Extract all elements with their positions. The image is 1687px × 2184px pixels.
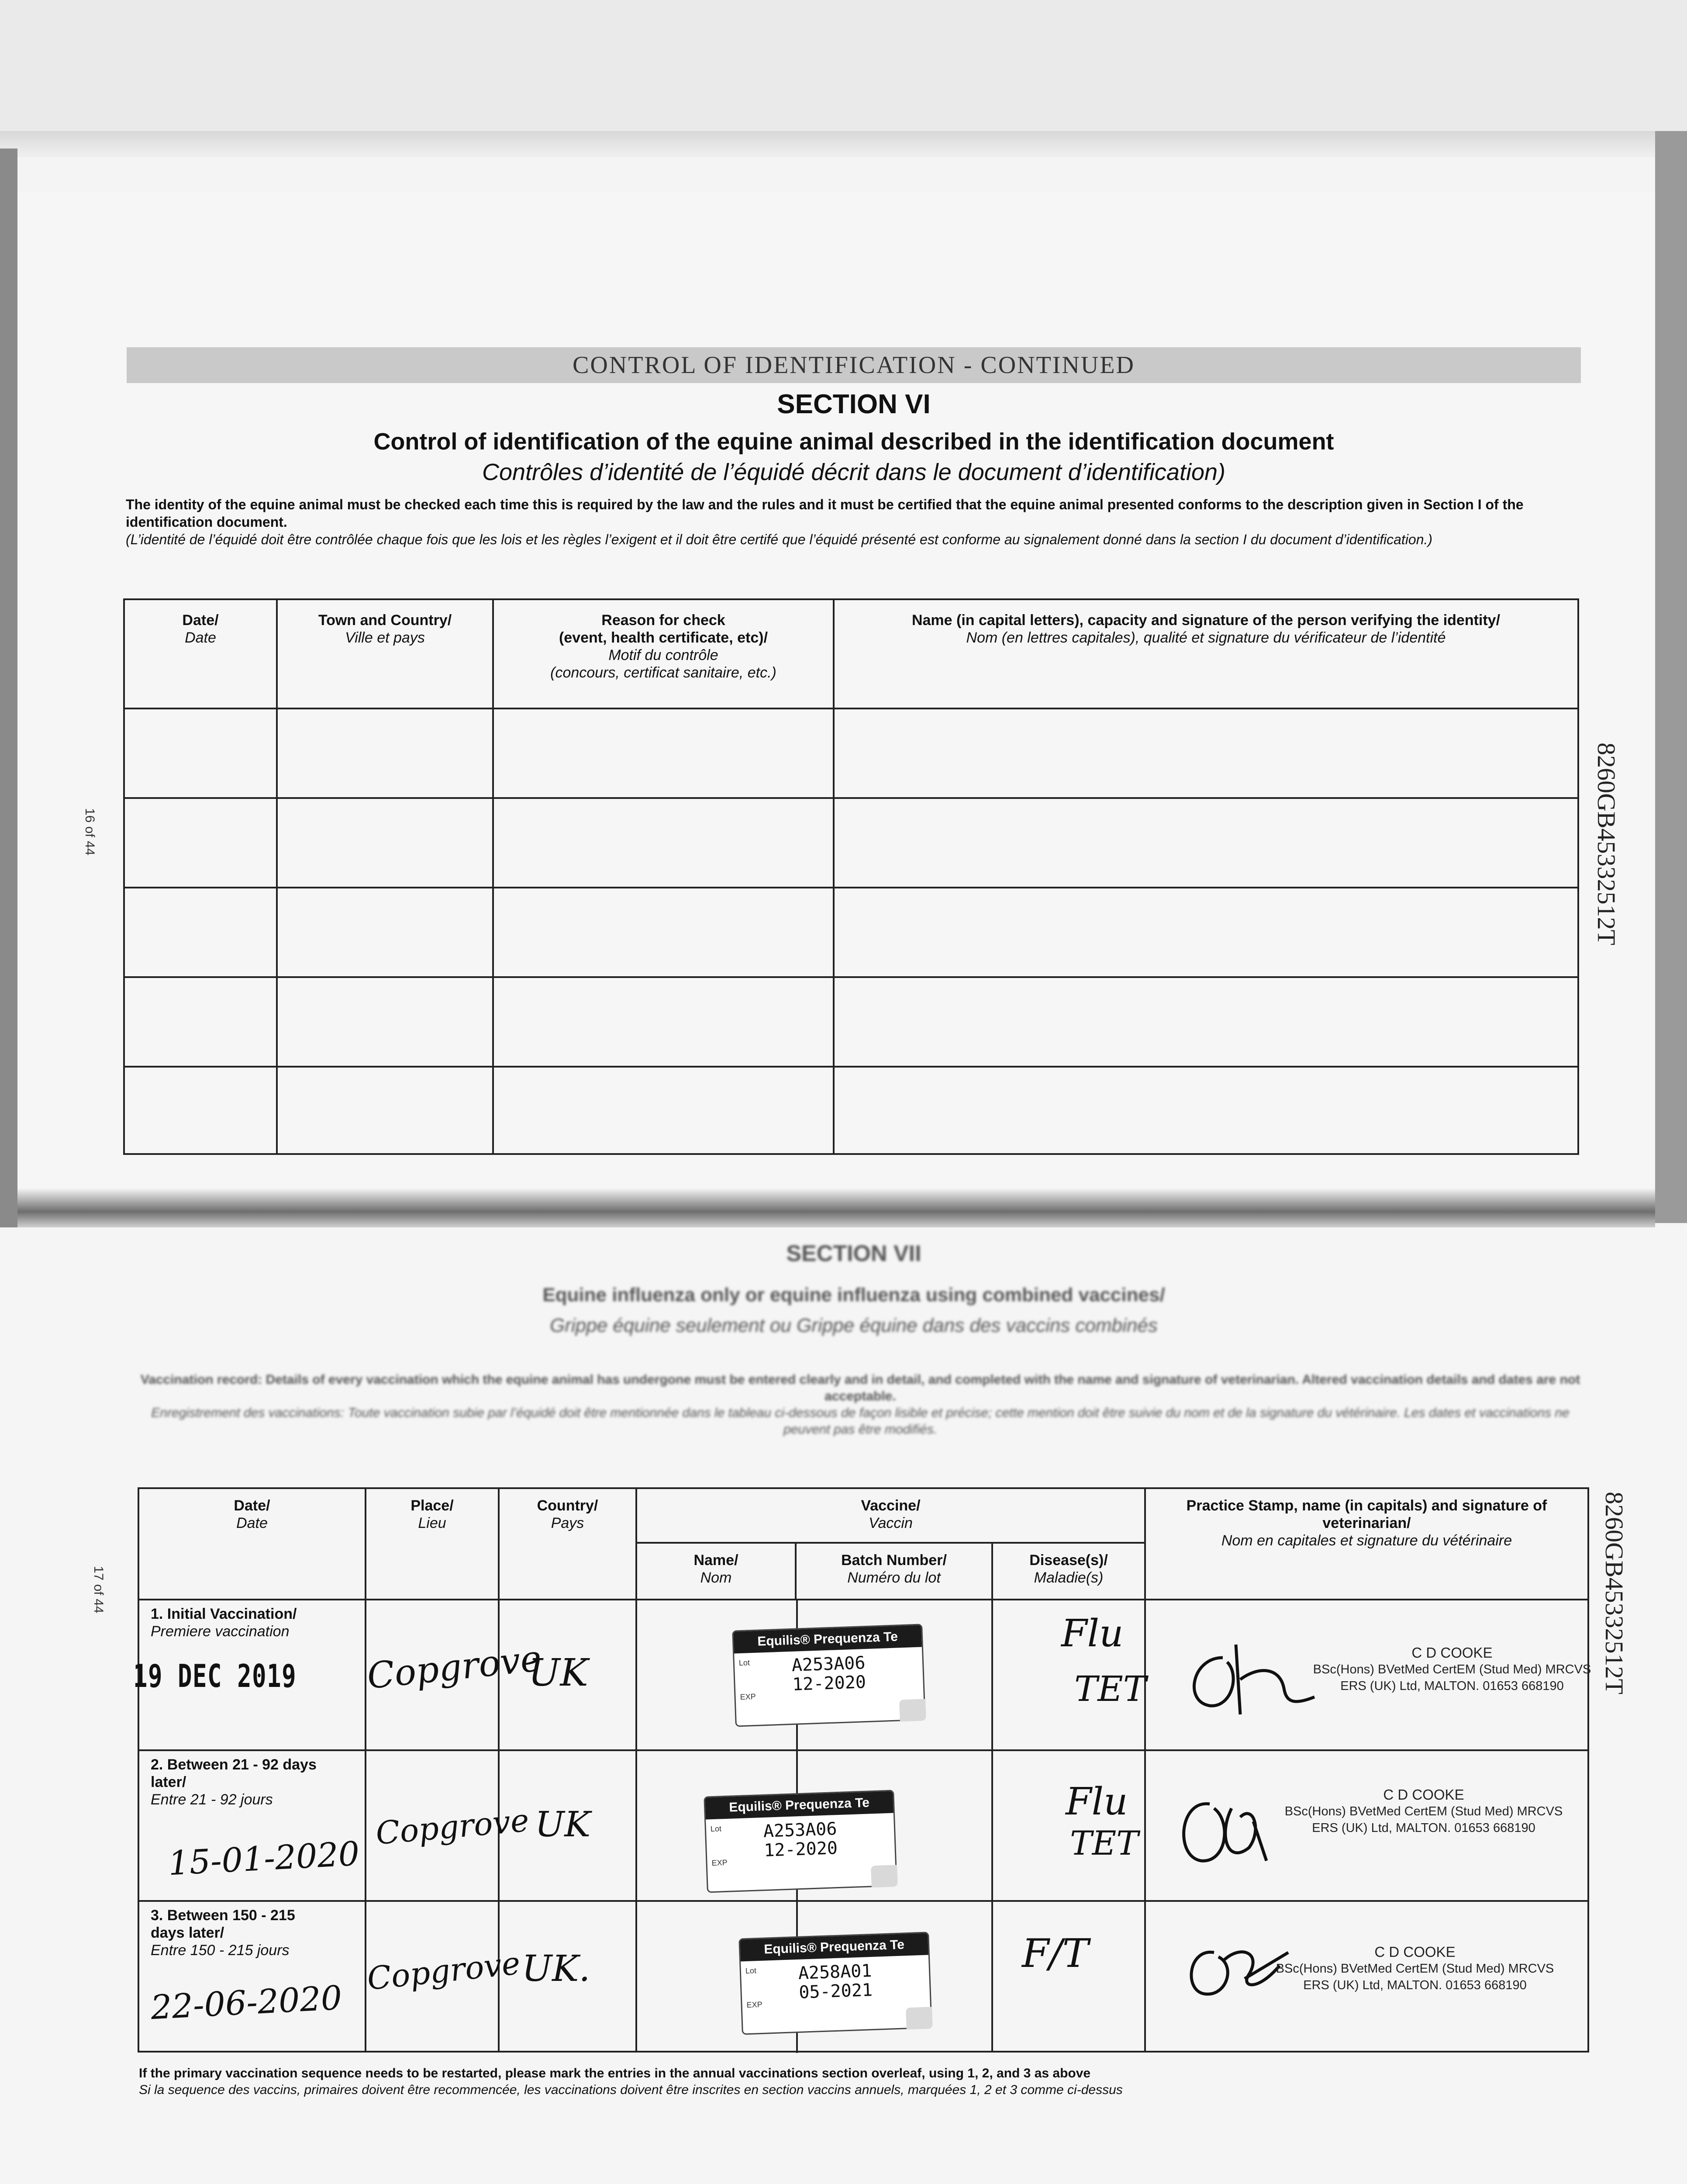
expiry-date: 12-2020 bbox=[792, 1672, 866, 1695]
instruction-en: The identity of the equine animal must be checked each time this is required by the law and the rules and it must be certified that the equine animal presented conforms to the description given in Section I of the identification document. bbox=[126, 497, 1524, 530]
facing-page-edge bbox=[0, 0, 1687, 144]
row-2-disease-2: TET bbox=[1070, 1824, 1138, 1863]
cell-reason[interactable] bbox=[493, 977, 834, 1067]
cell-date[interactable] bbox=[124, 798, 277, 888]
footnote-fr: Si la sequence des vaccins, primaires doivent être recommencée, les vaccinations doivent être inscrites en section vaccins annuels, marquées 1, 2 et 3 comme ci-dessus bbox=[139, 2083, 1123, 2097]
expiry-date: 05-2021 bbox=[798, 1980, 873, 2003]
row-3-disease: F/T bbox=[1022, 1931, 1089, 1977]
col-vaccine: Vaccine/ Vaccin bbox=[636, 1488, 1145, 1543]
cell-town[interactable] bbox=[277, 1067, 493, 1154]
row-3-place: Copgrove bbox=[365, 1944, 522, 1997]
row-3-vet-stamp: C D COOKE BSc(Hons) BVetMed CertEM (Stud Med) MRCVS ERS (UK) Ltd, MALTON. 01653 668190 bbox=[1276, 1944, 1554, 1992]
row-2-vaccine-label: Equilis® Prequenza Te Lot EXP A253A06 12-2020 bbox=[704, 1790, 897, 1893]
row-1-place: Copgrove bbox=[365, 1638, 544, 1697]
right-binding-edge bbox=[1655, 131, 1687, 1223]
batch-number: A258A01 bbox=[798, 1961, 873, 1984]
cell-date[interactable] bbox=[124, 1067, 277, 1154]
restart-footnote bbox=[139, 2065, 1123, 2098]
banner-title: CONTROL OF IDENTIFICATION - CONTINUED bbox=[573, 352, 1135, 379]
instruction-fr: (L’identité de l’équidé doit être contrôlée chaque fois que les lois et les règles l’exigent et il doit être certifé que l’équidé présenté est conforme au signalement donné dans la section I du document d’identification.) bbox=[126, 532, 1433, 547]
section-vii-heading: SECTION VII bbox=[786, 1241, 921, 1266]
row-2-disease-1: Flu bbox=[1066, 1780, 1128, 1824]
row-3-date: 22-06-2020 bbox=[149, 1978, 343, 2027]
row-3-label: 3. Between 150 - 215 days later/ Entre 150 - 215 jours bbox=[151, 1907, 295, 1959]
document-id-lower: 8260GB45332512T bbox=[1600, 1492, 1628, 1694]
col-verifier: Name (in capital letters), capacity and signature of the person verifying the identity/ Nom (en lettres capitales), qualité et signature du vérificateur de l’identité bbox=[834, 599, 1578, 708]
cell-town[interactable] bbox=[277, 888, 493, 977]
row-1-label: 1. Initial Vaccination/ Premiere vaccination bbox=[151, 1606, 297, 1640]
col-vacc-date: Date/ Date bbox=[138, 1488, 366, 1600]
col-vaccine-name: Name/ Nom bbox=[636, 1543, 796, 1600]
vaccine-name: Equilis® Prequenza Te bbox=[733, 1625, 921, 1654]
section-vi-title-en: Control of identification of the equine animal described in the identification document bbox=[373, 429, 1334, 455]
row-2-label: 2. Between 21 - 92 days later/ Entre 21 - 92 jours bbox=[151, 1756, 317, 1808]
cell-reason[interactable] bbox=[493, 888, 834, 977]
page-fold-shadow bbox=[17, 1188, 1655, 1227]
table-row bbox=[124, 708, 1578, 798]
row-1-disease-2: TET bbox=[1074, 1669, 1147, 1709]
page-number-lower: 17 of 44 bbox=[91, 1566, 106, 1614]
cell-reason[interactable] bbox=[493, 708, 834, 798]
cell-town[interactable] bbox=[277, 798, 493, 888]
cell-reason[interactable] bbox=[493, 1067, 834, 1154]
cell-verifier[interactable] bbox=[834, 1067, 1578, 1154]
col-batch: Batch Number/ Numéro du lot bbox=[796, 1543, 992, 1600]
table-row bbox=[124, 798, 1578, 888]
row-1-vaccine-label: Equilis® Prequenza Te Lot EXP A253A06 12-2020 bbox=[732, 1624, 925, 1727]
page-number-upper: 16 of 44 bbox=[83, 808, 97, 856]
cell-town[interactable] bbox=[277, 977, 493, 1067]
section-vi-instructions bbox=[126, 496, 1567, 548]
col-vet-stamp: Practice Stamp, name (in capitals) and signature of veterinarian/ Nom en capitales et signature du vétérinaire bbox=[1145, 1488, 1588, 1600]
table-row bbox=[124, 888, 1578, 977]
batch-number: A253A06 bbox=[763, 1819, 838, 1842]
batch-number: A253A06 bbox=[791, 1653, 866, 1676]
row-1-country: UK bbox=[528, 1651, 588, 1695]
col-date: Date/ Date bbox=[124, 599, 277, 708]
vaccination-instruction-en: Vaccination record: Details of every vaccination which the equine animal has undergone must be entered clearly and in detail, and completed with the name and signature of veterinarian. Altered vaccination details and dates are not acceptable. bbox=[140, 1372, 1580, 1403]
row-2-vet-stamp: C D COOKE BSc(Hons) BVetMed CertEM (Stud Med) MRCVS ERS (UK) Ltd, MALTON. 01653 668190 bbox=[1284, 1787, 1563, 1835]
vaccine-name: Equilis® Prequenza Te bbox=[705, 1791, 893, 1820]
cell-verifier[interactable] bbox=[834, 888, 1578, 977]
row-2-place: Copgrove bbox=[374, 1801, 531, 1852]
section-vi-title-fr: Contrôles d’identité de l’équidé décrit dans le document d’identification) bbox=[482, 459, 1226, 485]
vaccine-name: Equilis® Prequenza Te bbox=[740, 1933, 928, 1962]
row-2-date: 15-01-2020 bbox=[167, 1834, 361, 1883]
col-reason: Reason for check (event, health certificate, etc)/ Motif du contrôle (concours, certificat sanitaire, etc.) bbox=[493, 599, 834, 708]
footnote-en: If the primary vaccination sequence needs to be restarted, please mark the entries in the annual vaccinations section overleaf, using 1, 2, and 3 as above bbox=[139, 2066, 1091, 2080]
col-place: Place/ Lieu bbox=[366, 1488, 499, 1600]
row-1-vet-stamp: C D COOKE BSc(Hons) BVetMed CertEM (Stud Med) MRCVS ERS (UK) Ltd, MALTON. 01653 668190 bbox=[1313, 1645, 1591, 1693]
col-country: Country/ Pays bbox=[499, 1488, 636, 1600]
row-1-date: 19 DEC 2019 bbox=[133, 1658, 297, 1694]
section-vi-heading: SECTION VI bbox=[777, 389, 931, 419]
document-id-upper: 8260GB45332512T bbox=[1592, 743, 1621, 945]
table-row bbox=[124, 977, 1578, 1067]
section-vii-title-fr: Grippe équine seulement ou Grippe équine dans des vaccins combinés bbox=[550, 1315, 1158, 1336]
row-2-country: UK bbox=[535, 1804, 591, 1845]
table-row bbox=[124, 1067, 1578, 1154]
row-3-vaccine-label: Equilis® Prequenza Te Lot EXP A258A01 05-2021 bbox=[738, 1932, 932, 2035]
section-vii-title-en: Equine influenza only or equine influenza using combined vaccines/ bbox=[542, 1284, 1165, 1306]
row-1-disease-1: Flu bbox=[1061, 1612, 1124, 1655]
cell-date[interactable] bbox=[124, 708, 277, 798]
cell-date[interactable] bbox=[124, 977, 277, 1067]
cell-verifier[interactable] bbox=[834, 798, 1578, 888]
vaccination-instruction-fr: Enregistrement des vaccinations: Toute vaccination subie par l’équidé doit être mentionnée dans le tableau ci-dessous de façon lisible et précise; cette mention doit être suivie du nom et de la signature du vétérinaire. Les dates et vaccinations ne peuvent pas être modifiés. bbox=[151, 1406, 1570, 1437]
col-town: Town and Country/ Ville et pays bbox=[277, 599, 493, 708]
identity-check-table bbox=[123, 598, 1579, 1155]
section-banner bbox=[127, 347, 1581, 383]
page-shadow bbox=[0, 131, 1687, 157]
cell-verifier[interactable] bbox=[834, 977, 1578, 1067]
cell-reason[interactable] bbox=[493, 798, 834, 888]
cell-verifier[interactable] bbox=[834, 708, 1578, 798]
section-vii-instructions bbox=[140, 1372, 1581, 1438]
expiry-date: 12-2020 bbox=[763, 1838, 838, 1861]
left-binding-edge bbox=[0, 149, 17, 1241]
row-3-country: UK. bbox=[522, 1948, 590, 1990]
cell-date[interactable] bbox=[124, 888, 277, 977]
cell-town[interactable] bbox=[277, 708, 493, 798]
col-disease: Disease(s)/ Maladie(s) bbox=[992, 1543, 1145, 1600]
